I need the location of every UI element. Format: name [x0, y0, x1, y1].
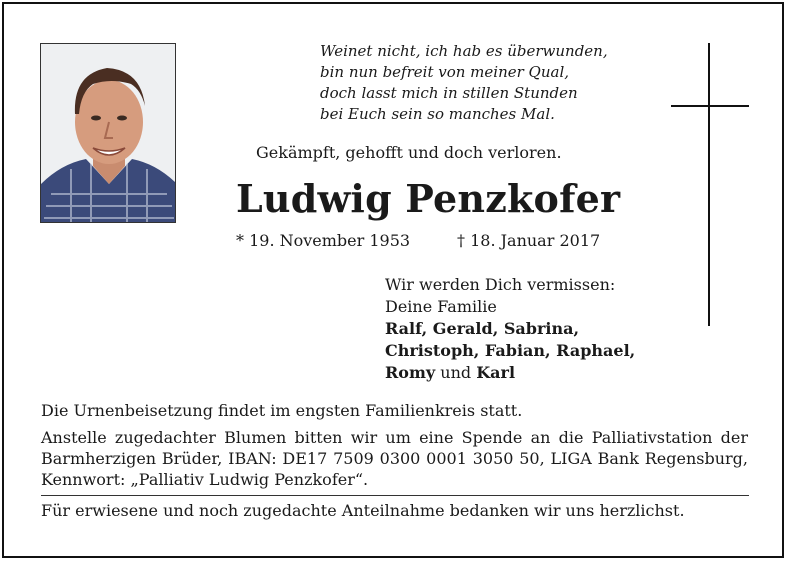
portrait-photo [40, 43, 176, 223]
conjunction: und [435, 363, 477, 382]
family-signoff [385, 274, 635, 384]
poem-line: bei Euch sein so manches Mal. [320, 105, 555, 123]
birth-date: * 19. November 1953 [236, 231, 411, 250]
poem-line: Weinet nicht, ich hab es überwunden, [320, 42, 608, 60]
portrait-illustration [41, 44, 176, 223]
family-names: Ralf, Gerald, Sabrina, [385, 319, 580, 338]
family-names-last [385, 362, 635, 384]
poem [320, 41, 608, 125]
death-date: † 18. Januar 2017 [457, 231, 601, 250]
signoff-line: Deine Familie [385, 297, 497, 316]
donation-notice: Anstelle zugedachter Blumen bitten wir um eine Spende an die Palliativstation der Barmherzigen Brüder, IBAN: DE17 7509 0300 0001 3050 50, LIGA Bank Regensburg, Kennwort: „Palliativ Ludwig Penzkofer“. [41, 428, 748, 489]
cross-icon [708, 43, 710, 326]
family-names: Christoph, Fabian, Raphael, [385, 341, 636, 360]
motto: Gekämpft, gehofft und doch verloren. [256, 143, 562, 162]
deceased-name: Ludwig Penzkofer [236, 176, 621, 221]
poem-line: bin nun befreit von meiner Qual, [320, 63, 570, 81]
family-name-karl: Karl [476, 363, 516, 382]
poem-line: doch lasst mich in stillen Stunden [320, 84, 578, 102]
family-name-romy: Romy [385, 363, 436, 382]
burial-notice: Die Urnenbeisetzung findet im engsten Familienkreis statt. [41, 401, 523, 420]
cross-icon-bar [671, 105, 749, 107]
divider [41, 495, 749, 496]
signoff-line: Wir werden Dich vermissen: [385, 275, 616, 294]
thanks-notice: Für erwiesene und noch zugedachte Anteilnahme bedanken wir uns herzlichst. [41, 501, 685, 520]
